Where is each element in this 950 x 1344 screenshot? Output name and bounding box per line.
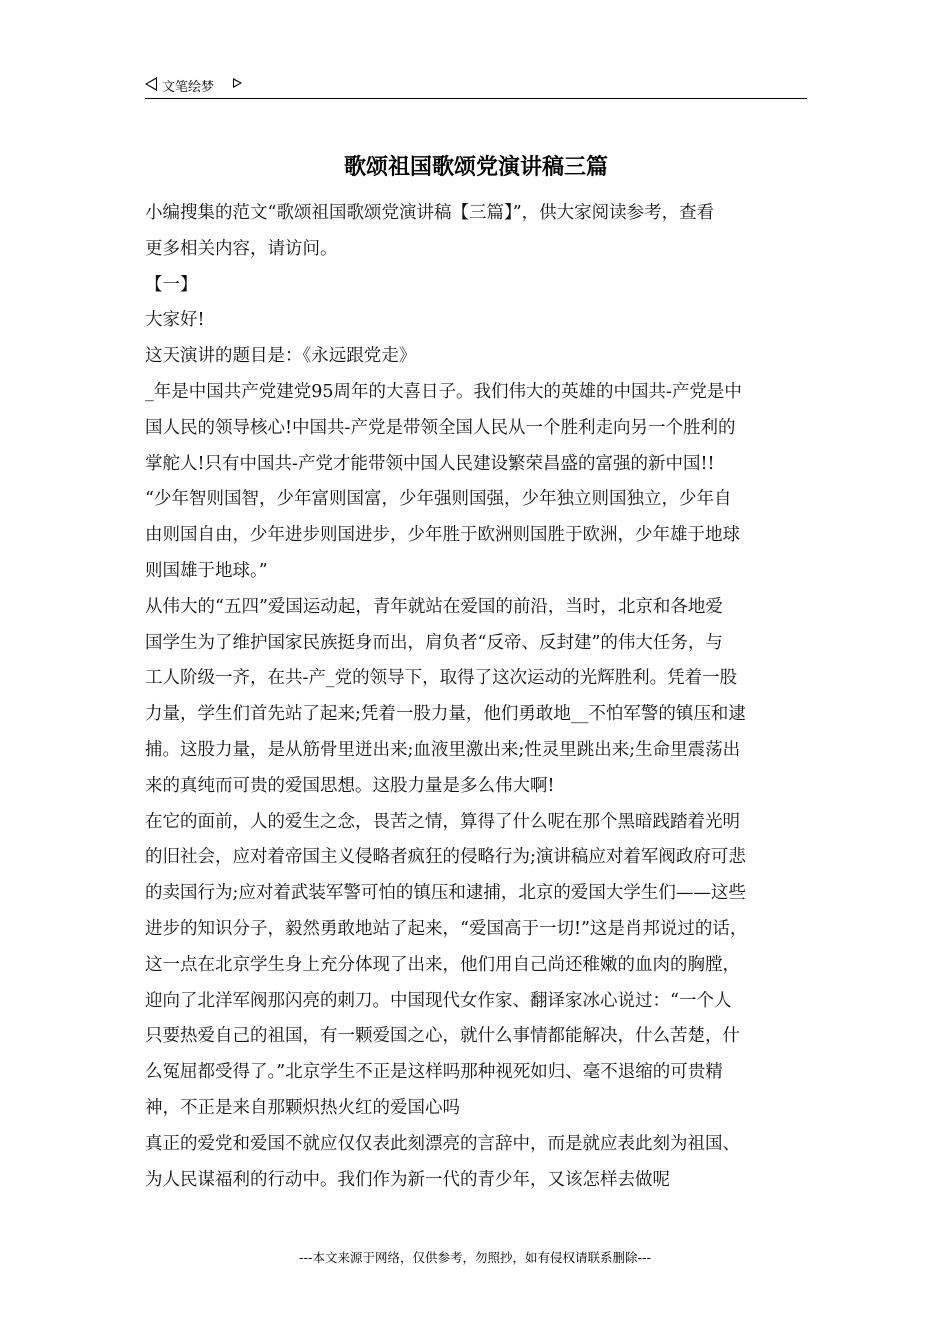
header-brand: 文笔绘梦 <box>162 80 215 95</box>
text-line: 来的真纯而可贵的爱国思想。这股力量是多么伟大啊! <box>145 775 555 796</box>
text-line: 【一】 <box>145 274 198 295</box>
text-line: 更多相关内容，请访问。 <box>145 238 338 259</box>
text-line: 在它的面前，人的爱生之念，畏苦之情，算得了什么呢在那个黑暗践踏着光明 <box>145 811 740 832</box>
text-line: 只要热爱自己的祖国，有一颗爱国之心，就什么事情都能解决，什么苦楚，什 <box>145 1026 740 1047</box>
text-line: 由则国自由，少年进步则国进步，少年胜于欧洲则国胜于欧洲，少年雄于地球 <box>145 525 740 546</box>
text-line: 迎向了北洋军阀那闪亮的刺刀。中国现代女作家、翻译家冰心说过：“一个人 <box>145 990 732 1011</box>
text-line: 掌舵人!只有中国共-产党才能带领中国人民建设繁荣昌盛的富强的新中国!! <box>145 453 715 474</box>
text-line: 的卖国行为;应对着武装军警可怕的镇压和逮捕，北京的爱国大学生们——这些 <box>145 883 746 904</box>
text-line: 这一点在北京学生身上充分体现了出来，他们用自己尚还稚嫩的血肉的胸膛， <box>145 954 740 975</box>
text-line: 大家好! <box>145 310 205 331</box>
triangle-left-icon <box>145 77 157 91</box>
text-line: 国人民的领导核心!中国共-产党是带领全国人民从一个胜利走向另一个胜利的 <box>145 417 736 438</box>
document-body <box>145 196 817 1198</box>
text-line: 力量，学生们首先站了起来;凭着一股力量，他们勇敢地__不怕军警的镇压和逮 <box>145 704 746 725</box>
text-line: 则国雄于地球。” <box>145 560 268 581</box>
text-line: “少年智则国智，少年富则国富，少年强则国强，少年独立则国独立，少年自 <box>145 489 732 510</box>
page-header <box>145 73 807 99</box>
text-line: 工人阶级一齐，在共-产_党的领导下，取得了这次运动的光辉胜利。凭着一股 <box>145 668 738 689</box>
text-line: 神，不正是来自那颗炽热火红的爱国心吗 <box>145 1097 460 1118</box>
text-line: 从伟大的“五四”爱国运动起，青年就站在爱国的前沿，当时，北京和各地爱 <box>145 596 723 617</box>
page-footer: ---本文来源于网络，仅供参考，勿照抄，如有侵权请联系删除--- <box>298 1250 652 1265</box>
text-line: 国学生为了维护国家民族挺身而出，肩负者“反帝、反封建”的伟大任务，与 <box>145 632 723 653</box>
text-line: 小编搜集的范文“歌颂祖国歌颂党演讲稿【三篇】”，供大家阅读参考，查看 <box>145 203 715 223</box>
triangle-right-icon <box>233 78 242 88</box>
text-line: 这天演讲的题目是：《永远跟党走》 <box>145 346 417 367</box>
text-line: 进步的知识分子，毅然勇敢地站了起来，“爱国高于一切!”这是肖邦说过的话， <box>145 918 748 939</box>
text-line: 为人民谋福利的行动中。我们作为新一代的青少年，又该怎样去做呢 <box>145 1169 670 1190</box>
text-line: 的旧社会，应对着帝国主义侵略者疯狂的侵略行为;演讲稿应对着军阀政府可悲 <box>145 847 746 868</box>
text-line: 捕。这股力量，是从筋骨里迸出来;血液里激出来;性灵里跳出来;生命里震荡出 <box>145 739 741 760</box>
text-line: _年是中国共产党建党95周年的大喜日子。我们伟大的英雄的中国共-产党是中 <box>145 381 742 402</box>
document-title: 歌颂祖国歌颂党演讲稿三篇 <box>343 154 608 180</box>
text-line: 真正的爱党和爱国不就应仅仅表此刻漂亮的言辞中，而是就应表此刻为祖国、 <box>145 1133 740 1154</box>
text-line: 么冤屈都受得了。”北京学生不正是这样吗那种视死如归、毫不退缩的可贵精 <box>145 1062 723 1083</box>
